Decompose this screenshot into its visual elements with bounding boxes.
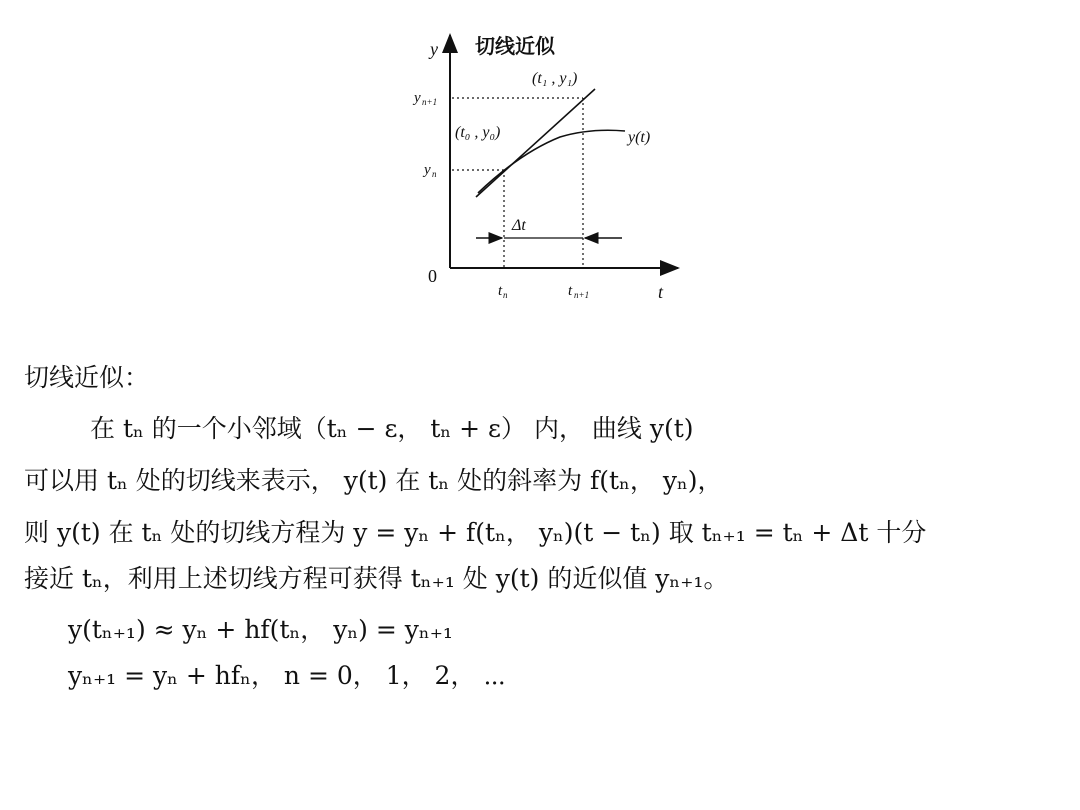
- formula-euler-recurrence: yₙ₊₁ = yₙ + hfₙ， n = 0， 1， 2， ⋯: [68, 661, 506, 690]
- figure-title: 切线近似: [475, 36, 555, 58]
- formula-euler-approx: y(tₙ₊₁) ≈ yₙ + hf(tₙ， yₙ) = yₙ₊₁: [68, 615, 453, 644]
- tick-t-n-sub: n: [503, 290, 508, 300]
- paragraph-line-3: 则 y(t) 在 tₙ 处的切线方程为 y = yₙ + f(tₙ， yₙ)(t − tₙ) 取 tₙ₊₁ = tₙ + Δt 十分: [24, 518, 927, 547]
- paragraph-line-1: 在 tₙ 的一个小邻域（tₙ − ε， tₙ + ε） 内， 曲线 y(t): [90, 414, 694, 443]
- tangent-line: [476, 89, 595, 197]
- tick-y-n-sub: n: [432, 169, 437, 179]
- point-lower-label: (t₀ , y₀): [455, 124, 501, 141]
- point-upper-label: (t₁ , y₁): [532, 70, 578, 87]
- section-heading: 切线近似：: [24, 363, 150, 392]
- tick-y-n1: y: [414, 90, 421, 106]
- paragraph-line-4: 接近 tₙ，利用上述切线方程可获得 tₙ₊₁ 处 y(t) 的近似值 yₙ₊₁。: [24, 564, 729, 593]
- tick-t-n1: t: [568, 283, 573, 299]
- curve-label: y(t): [628, 129, 651, 146]
- origin-label: 0: [428, 266, 437, 286]
- tick-y-n: y: [424, 162, 431, 178]
- tick-t-n1-sub: n+1: [574, 290, 590, 300]
- tick-y-n1-sub: n+1: [422, 97, 438, 107]
- tangent-approximation-figure: [400, 25, 700, 310]
- paragraph-line-2: 可以用 tₙ 处的切线来表示， y(t) 在 tₙ 处的斜率为 f(tₙ， yₙ)，: [24, 466, 723, 495]
- tick-t-n: t: [498, 283, 503, 299]
- y-axis-label: y: [430, 39, 438, 59]
- delta-t-label: Δt: [512, 217, 526, 234]
- x-axis-label: t: [658, 282, 664, 302]
